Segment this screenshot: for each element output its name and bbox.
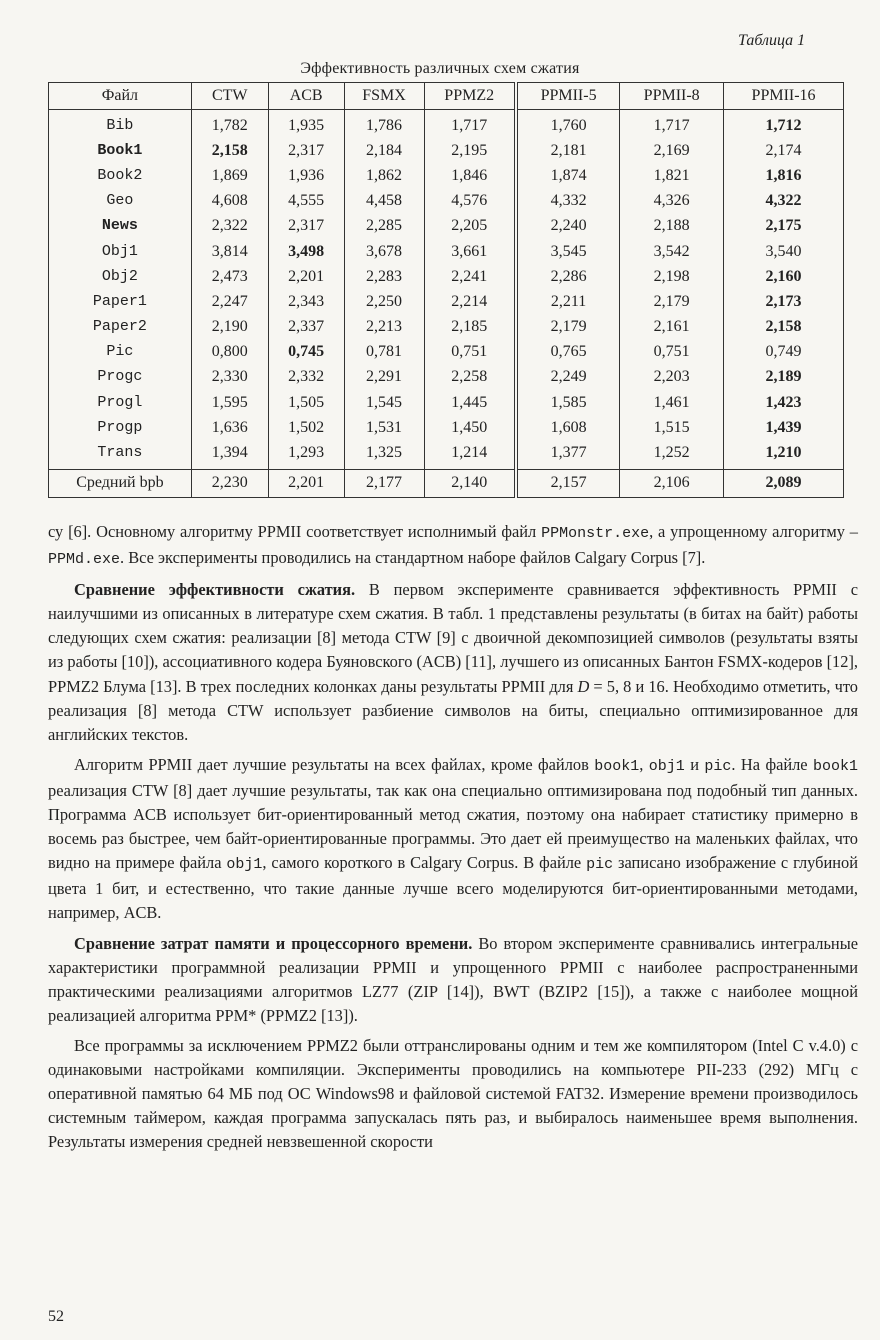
file-cell: Paper1 <box>49 289 192 314</box>
code-text: PPMd.exe <box>48 551 121 569</box>
value-cell: 2,258 <box>424 365 516 390</box>
value-cell: 2,214 <box>424 289 516 314</box>
value-cell: 3,814 <box>191 239 268 264</box>
table-row <box>49 239 844 264</box>
value-cell: 1,821 <box>620 163 724 188</box>
paragraph <box>48 520 858 572</box>
text-run: = 5, 8 и 16. Необходимо отметить, что реализация [8] метода CTW использует разбиение символов на биты, специально оптимизированное для английских текстов. <box>48 676 858 744</box>
value-cell: 2,286 <box>516 264 620 289</box>
value-cell: 0,751 <box>620 340 724 365</box>
value-cell: 1,760 <box>516 110 620 139</box>
value-cell: 2,201 <box>268 264 344 289</box>
value-cell: 2,322 <box>191 214 268 239</box>
value-cell: 2,169 <box>620 138 724 163</box>
table-label: Таблица 1 <box>738 32 806 49</box>
column-header: CTW <box>191 83 268 110</box>
code-text: book1 <box>594 757 640 775</box>
value-cell: 1,816 <box>724 163 844 188</box>
value-cell: 2,177 <box>344 469 424 497</box>
table-row <box>49 189 844 214</box>
value-cell: 1,394 <box>191 440 268 469</box>
file-cell: Trans <box>49 440 192 469</box>
table-row <box>49 440 844 469</box>
text-run: су [6]. Основному алгоритму PPMII соответствует исполнимый файл <box>48 522 542 541</box>
file-cell: News <box>49 214 192 239</box>
value-cell: 1,712 <box>724 110 844 139</box>
column-header: PPMII-8 <box>620 83 724 110</box>
value-cell: 2,285 <box>344 214 424 239</box>
value-cell: 2,161 <box>620 315 724 340</box>
value-cell: 4,326 <box>620 189 724 214</box>
value-cell: 2,241 <box>424 264 516 289</box>
table-row <box>49 289 844 314</box>
value-cell: 1,210 <box>724 440 844 469</box>
value-cell: 2,317 <box>268 214 344 239</box>
file-cell: Progp <box>49 415 192 440</box>
value-cell: 1,608 <box>516 415 620 440</box>
column-header: Файл <box>49 83 192 110</box>
table-row <box>49 110 844 139</box>
value-cell: 2,158 <box>191 138 268 163</box>
table-body <box>49 110 844 498</box>
code-text: obj1 <box>648 757 685 775</box>
column-header: PPMII-5 <box>516 83 620 110</box>
value-cell: 2,337 <box>268 315 344 340</box>
text-run: В первом эксперименте сравнивается эффективность PPMII с наилучшими из описанных в литературе схем сжатия. В табл. 1 представлены результаты (в битах на байт) работы следующих схем сжатия: реализации [8] метода CTW [9] с двоичной декомпозицией символов (результаты взяты из работы [10]), ассоциативного кодера Буяновского (ACB) [11], лучшего из описанных Бантон FSMX-кодеров [12], PPMZ2 Блума [13]. В трех последних колонках даны результаты PPMII для <box>48 580 858 696</box>
paragraph-heading: Сравнение затрат памяти и процессорного времени. <box>74 933 473 953</box>
file-cell: Paper2 <box>49 315 192 340</box>
text-run: Все программы за исключением PPMZ2 были оттранслированы одним и тем же компилятором (Intel C v.4.0) с одинаковыми настройками компиляции. Эксперименты проводились на компьютере PII-233 (292) МГц с оперативной памятью 64 МБ под ОС Windows98 и файловой системой FAT32. Измерение времени производилось системным таймером, каждая программа запускалась пять раз, и выбиралось наименьшее время выполнения. Результаты измерения средней невзвешенной скорости <box>48 1035 858 1152</box>
file-cell: Средний bpb <box>49 469 192 497</box>
code-text: pic <box>704 757 732 775</box>
value-cell: 2,205 <box>424 214 516 239</box>
value-cell: 0,765 <box>516 340 620 365</box>
value-cell: 0,781 <box>344 340 424 365</box>
value-cell: 2,089 <box>724 469 844 497</box>
value-cell: 1,874 <box>516 163 620 188</box>
text-run: и <box>684 754 705 774</box>
column-header: ACB <box>268 83 344 110</box>
value-cell: 1,782 <box>191 110 268 139</box>
value-cell: 3,661 <box>424 239 516 264</box>
paragraph-heading: Сравнение эффективности сжатия. <box>74 580 356 600</box>
value-cell: 1,325 <box>344 440 424 469</box>
value-cell: 1,936 <box>268 163 344 188</box>
column-header: PPMZ2 <box>424 83 516 110</box>
text-run: Алгоритм PPMII дает лучшие результаты на всех файлах, кроме файлов <box>74 754 595 774</box>
value-cell: 1,595 <box>191 390 268 415</box>
value-cell: 2,343 <box>268 289 344 314</box>
value-cell: 2,179 <box>620 289 724 314</box>
value-cell: 1,869 <box>191 163 268 188</box>
file-cell: Progl <box>49 390 192 415</box>
value-cell: 2,179 <box>516 315 620 340</box>
value-cell: 0,749 <box>724 340 844 365</box>
value-cell: 1,935 <box>268 110 344 139</box>
value-cell: 1,717 <box>620 110 724 139</box>
code-text: PPMonstr.exe <box>541 525 650 542</box>
value-cell: 2,249 <box>516 365 620 390</box>
value-cell: 3,678 <box>344 239 424 264</box>
value-cell: 2,247 <box>191 289 268 314</box>
value-cell: 1,515 <box>620 415 724 440</box>
text-run: , а упрощенному алгоритму – <box>649 522 859 541</box>
column-header: FSMX <box>344 83 424 110</box>
value-cell: 2,213 <box>344 315 424 340</box>
value-cell: 2,174 <box>724 138 844 163</box>
value-cell: 1,636 <box>191 415 268 440</box>
value-cell: 1,846 <box>424 163 516 188</box>
value-cell: 2,175 <box>724 214 844 239</box>
value-cell: 1,214 <box>424 440 516 469</box>
value-cell: 2,160 <box>724 264 844 289</box>
code-text: pic <box>586 856 614 874</box>
value-cell: 1,423 <box>724 390 844 415</box>
value-cell: 0,751 <box>424 340 516 365</box>
table-row <box>49 469 844 497</box>
value-cell: 2,157 <box>516 469 620 497</box>
body-text <box>48 520 858 1160</box>
file-cell: Book2 <box>49 163 192 188</box>
value-cell: 2,106 <box>620 469 724 497</box>
table-row <box>49 415 844 440</box>
value-cell: 1,717 <box>424 110 516 139</box>
table-row <box>49 365 844 390</box>
value-cell: 2,211 <box>516 289 620 314</box>
value-cell: 2,195 <box>424 138 516 163</box>
value-cell: 2,190 <box>191 315 268 340</box>
paragraph <box>48 932 858 1028</box>
value-cell: 2,185 <box>424 315 516 340</box>
value-cell: 2,291 <box>344 365 424 390</box>
file-cell: Pic <box>49 340 192 365</box>
value-cell: 2,184 <box>344 138 424 163</box>
value-cell: 2,188 <box>620 214 724 239</box>
table-row <box>49 340 844 365</box>
table-row <box>49 138 844 163</box>
value-cell: 1,502 <box>268 415 344 440</box>
value-cell: 2,173 <box>724 289 844 314</box>
paragraph <box>48 578 858 747</box>
value-cell: 1,531 <box>344 415 424 440</box>
value-cell: 1,505 <box>268 390 344 415</box>
value-cell: 1,445 <box>424 390 516 415</box>
file-cell: Obj1 <box>49 239 192 264</box>
text-run: , <box>639 754 649 774</box>
file-cell: Obj2 <box>49 264 192 289</box>
compression-table <box>48 82 844 498</box>
value-cell: 1,545 <box>344 390 424 415</box>
value-cell: 1,450 <box>424 415 516 440</box>
value-cell: 2,332 <box>268 365 344 390</box>
table-row <box>49 315 844 340</box>
table-header-row <box>49 83 844 110</box>
table-row <box>49 214 844 239</box>
text-run: D <box>577 676 590 696</box>
value-cell: 3,545 <box>516 239 620 264</box>
text-run: . Все эксперименты проводились на стандартном наборе файлов Calgary Corpus [7]. <box>120 548 706 568</box>
value-cell: 2,330 <box>191 365 268 390</box>
text-run: , самого короткого в Calgary Corpus. В файле <box>262 853 587 873</box>
value-cell: 0,800 <box>191 340 268 365</box>
value-cell: 3,498 <box>268 239 344 264</box>
value-cell: 3,542 <box>620 239 724 264</box>
value-cell: 4,332 <box>516 189 620 214</box>
table-title: Эффективность различных схем сжатия <box>300 60 580 77</box>
value-cell: 1,862 <box>344 163 424 188</box>
code-text: obj1 <box>226 856 263 874</box>
value-cell: 2,181 <box>516 138 620 163</box>
text-run: записано изображение с глубиной цвета 1 бит, и естественно, что такие данные лучше всего моделируются бит-ориентированными методами, например, ACB. <box>48 853 858 923</box>
value-cell: 2,240 <box>516 214 620 239</box>
value-cell: 2,201 <box>268 469 344 497</box>
paragraph <box>48 753 858 926</box>
value-cell: 1,786 <box>344 110 424 139</box>
table-row <box>49 163 844 188</box>
value-cell: 2,140 <box>424 469 516 497</box>
column-header: PPMII-16 <box>724 83 844 110</box>
value-cell: 1,461 <box>620 390 724 415</box>
value-cell: 2,250 <box>344 289 424 314</box>
value-cell: 1,585 <box>516 390 620 415</box>
value-cell: 2,198 <box>620 264 724 289</box>
value-cell: 2,230 <box>191 469 268 497</box>
file-cell: Book1 <box>49 138 192 163</box>
value-cell: 2,283 <box>344 264 424 289</box>
table-row <box>49 264 844 289</box>
text-run: Во втором эксперименте сравнивались интегральные характеристики программной реализации PPMII и упрощенного PPMII с наиболее распространенными практическими реализациями алгоритмов LZ77 (ZIP [14]), BWT (BZIP2 [15]), а также с наиболее мощной реализацией алгоритма PPM* (PPMZ2 [13]). <box>48 933 858 1025</box>
value-cell: 2,189 <box>724 365 844 390</box>
file-cell: Progc <box>49 365 192 390</box>
value-cell: 1,252 <box>620 440 724 469</box>
value-cell: 1,377 <box>516 440 620 469</box>
value-cell: 2,473 <box>191 264 268 289</box>
value-cell: 4,322 <box>724 189 844 214</box>
text-run: . На файле <box>731 754 813 774</box>
value-cell: 4,458 <box>344 189 424 214</box>
value-cell: 0,745 <box>268 340 344 365</box>
page-number: 52 <box>48 1308 64 1325</box>
paragraph <box>48 1034 858 1154</box>
value-cell: 2,317 <box>268 138 344 163</box>
file-cell: Geo <box>49 189 192 214</box>
value-cell: 1,293 <box>268 440 344 469</box>
value-cell: 2,203 <box>620 365 724 390</box>
text-run: реализация CTW [8] дает лучшие результаты, так как она специально оптимизирована под подобный тип данных. Программа ACB использует бит-ориентированный метод сжатия, поэтому она набирает статистику примерно в восемь раз быстрее, чем байт-ориентированные программы. Это дает ей преимущество на маленьких файлах, что видно на примере файла <box>48 780 858 873</box>
value-cell: 2,158 <box>724 315 844 340</box>
value-cell: 1,439 <box>724 415 844 440</box>
value-cell: 4,555 <box>268 189 344 214</box>
value-cell: 3,540 <box>724 239 844 264</box>
file-cell: Bib <box>49 110 192 139</box>
value-cell: 4,608 <box>191 189 268 214</box>
value-cell: 4,576 <box>424 189 516 214</box>
table-row <box>49 390 844 415</box>
code-text: book1 <box>812 757 858 775</box>
